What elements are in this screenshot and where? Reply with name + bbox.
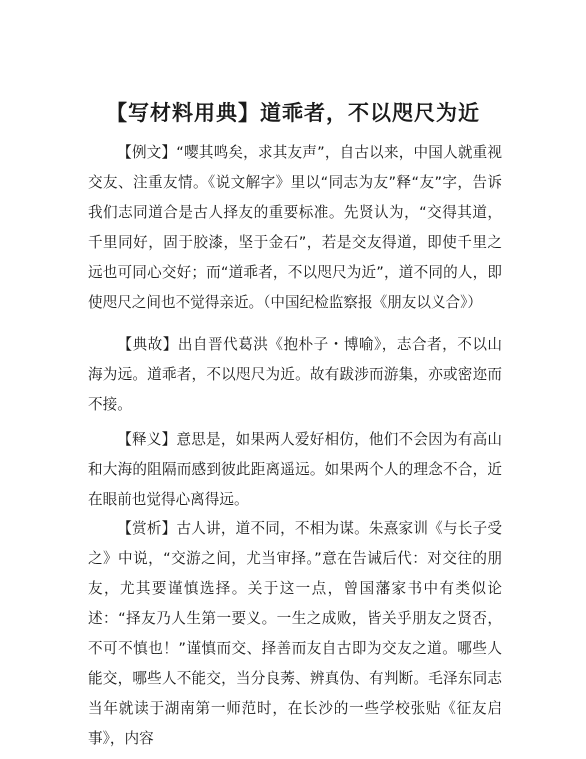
paragraph-example [88, 138, 502, 318]
paragraph-meaning [88, 425, 502, 515]
paragraph-appreciation-text: 【赏析】古人讲，道不同，不相为谋。朱熹家训《与长子受之》中说，“交游之间，尤当审择。”意在告诫后代：对交往的朋友，尤其要谨慎选择。关于这一点，曾国藩家书中有类似论述：“择友乃人生第一要义。一生之成败，皆关乎朋友之贤否，不可不慎也！”谨慎而交、择善而友自古即为交友之道。哪些人能交，哪些人不能交，当分良莠、辨真伪、有判断。毛泽东同志当年就读于湖南第一师范时，在长沙的一些学校张贴《征友启事》，内容 [88, 520, 502, 747]
paragraph-example-text: 【例文】“嘤其鸣矣，求其友声”，自古以来，中国人就重视交友、注重友情。《说文解字》里以“同志为友”释“友”字，告诉我们志同道合是古人择友的重要标准。先贤认为，“交得其道，千里同好，固于胶漆，坚于金石”，若是交友得道，即使千里之远也可同心交好；而“道乖者，不以咫尺为近”，道不同的人，即使咫尺之间也不觉得亲近。（中国纪检监察报《朋友以义合》） [88, 144, 502, 311]
paragraph-source [88, 330, 502, 420]
paragraph-appreciation [88, 514, 502, 754]
paragraph-meaning-text: 【释义】意思是，如果两人爱好相仿，他们不会因为有高山和大海的阻隔而感到彼此距离遥远。如果两个人的理念不合，近在眼前也觉得心离得远。 [88, 431, 502, 508]
paragraph-source-text: 【典故】出自晋代葛洪《抱朴子・博喻》，志合者，不以山海为远。道乖者，不以咫尺为近。故有跋涉而游集，亦或密迩而不接。 [88, 336, 502, 413]
page-title: 【写材料用典】道乖者，不以咫尺为近 [106, 101, 480, 125]
